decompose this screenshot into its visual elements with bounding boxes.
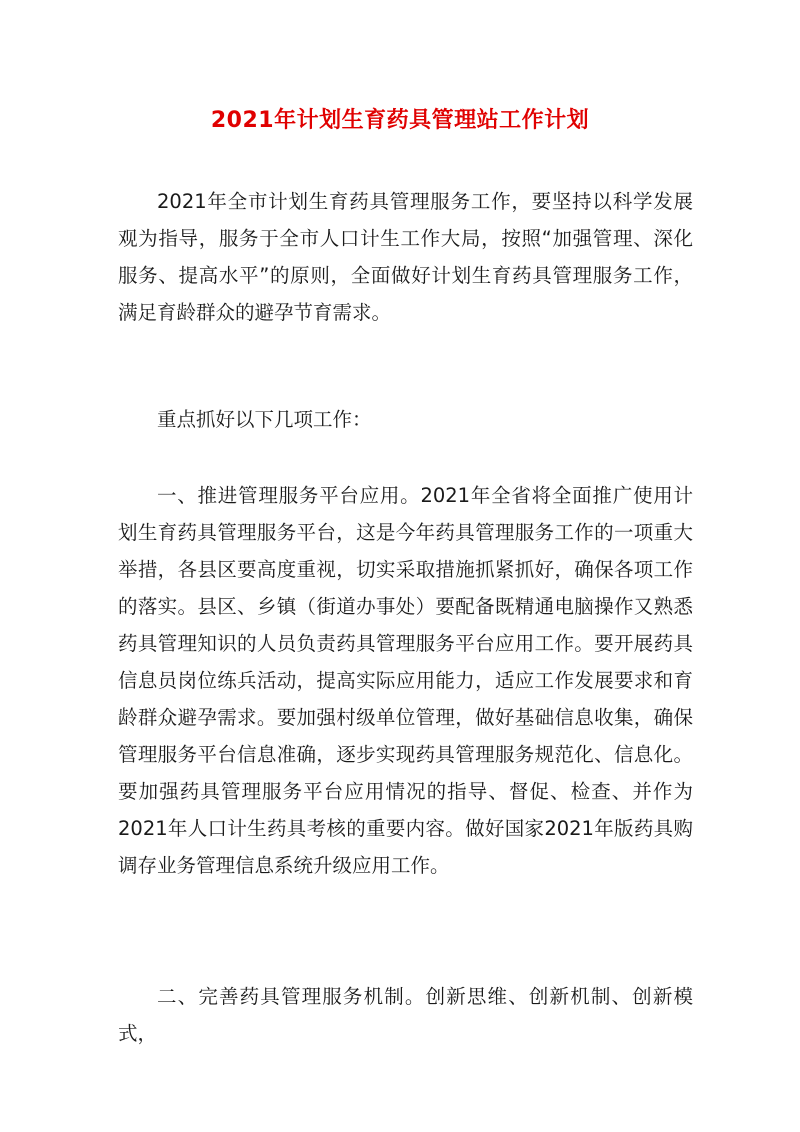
document-title: 2021年计划生育药具管理站工作计划: [210, 108, 590, 133]
paragraph-section-1: 一、推进管理服务平台应用。2021年全省将全面推广使用计划生育药具管理服务平台，这是今年药具管理服务工作的一项重大举措，各县区要高度重视，切实采取措施抓紧抓好，确保各项工作的落实。县区、乡镇（街道办事处）要配备既精通电脑操作又熟悉药具管理知识的人员负责药具管理服务平台应用工作。要开展药具信息员岗位练兵活动，提高实际应用能力，适应工作发展要求和育龄群众避孕需求。要加强村级单位管理，做好基础信息收集，确保管理服务平台信息准确，逐步实现药具管理服务规范化、信息化。要加强药具管理服务平台应用情况的指导、督促、检查、并作为2021年人口计生药具考核的重要内容。做好国家2021年版药具购调存业务管理信息系统升级应用工作。: [118, 484, 693, 877]
paragraph-section-2: 二、完善药具管理服务机制。创新思维、创新机制、创新模式，: [118, 985, 693, 1045]
paragraph-intro: 2021年全市计划生育药具管理服务工作，要坚持以科学发展观为指导，服务于全市人口计生工作大局，按照“加强管理、深化服务、提高水平”的原则，全面做好计划生育药具管理服务工作，满足育龄群众的避孕节育需求。: [118, 190, 693, 324]
paragraph-key-tasks: 重点抓好以下几项工作：: [157, 408, 372, 431]
